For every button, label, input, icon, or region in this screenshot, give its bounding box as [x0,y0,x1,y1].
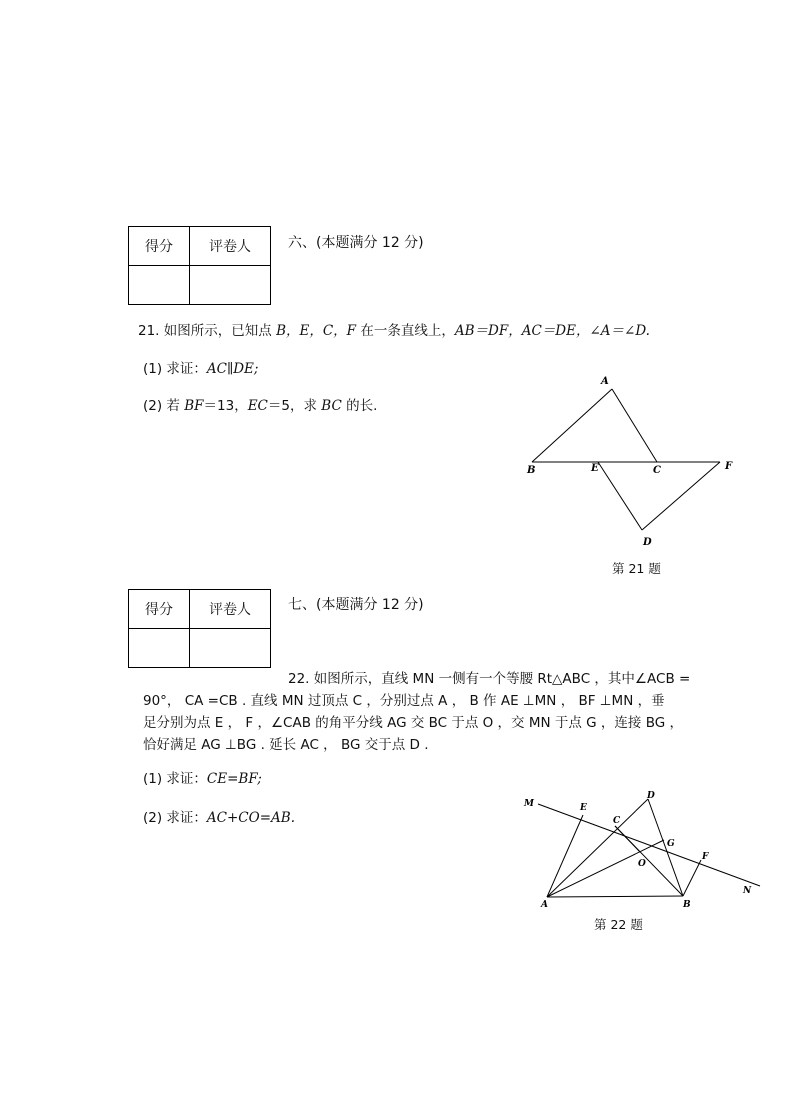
score-cell[interactable] [129,629,190,668]
section7-title: 七、(本题满分 12 分) [288,597,424,613]
q21-part2-text-a: (2) 若 [143,398,185,414]
q22-part2-label: (2) 求证： [143,810,207,826]
q22-stem-line4: 恰好满足 AG ⊥BG . 延长 AC ， BG 交于点 D . [143,737,429,753]
segment-co [615,826,640,852]
figure22-caption: 第 22 题 [594,917,643,932]
segment-ae [547,815,583,897]
q22-part2 [143,806,295,826]
score-table-section7 [128,589,271,668]
label-b: B [527,465,536,476]
grader-header: 评卷人 [190,227,271,266]
q22-part1-label: (1) 求证： [143,771,207,787]
q21-part2-ec: EC [247,398,268,414]
q22-stem-line3: 足分别为点 E ， F ，∠CAB 的角平分线 AG 交 BC 于点 O ，交 MN 于点 G ，连接 BG ， [143,715,683,731]
q21-part2-text-g: 的长. [341,398,378,414]
q21-stem-conditions: AB＝DF，AC＝DE，∠A＝∠D. [454,323,650,339]
label-e: E [591,463,599,474]
q21-stem-points: B，E，C，F [276,323,357,339]
segment-ag [547,840,664,897]
q21-part2-text-c: ＝13， [203,398,248,414]
segment-bf [683,860,701,896]
segment-ab-22 [547,896,683,897]
figure21-caption: 第 21 题 [612,561,661,576]
label-a: A [601,376,609,387]
label-d-22: D [647,791,655,801]
segment-ad [547,799,648,897]
segment-ac [612,389,657,462]
section6-title: 六、(本题满分 12 分) [288,235,424,251]
q22-stem [143,668,731,756]
label-c: C [653,465,661,476]
label-a-22: A [541,900,548,910]
q22-part2-expr: AC+CO=AB. [206,810,295,826]
grader-header: 评卷人 [190,590,271,629]
label-b-22: B [683,900,691,910]
label-n: N [743,886,752,896]
q21-stem-a: 21. 如图所示，已知点 [138,323,277,339]
score-header: 得分 [129,590,190,629]
segment-ab [532,389,612,462]
q21-part1-label: (1) 求证： [143,361,207,377]
q21-stem-b: 在一条直线上， [356,323,455,339]
grader-cell[interactable] [190,629,271,668]
label-m: M [524,799,534,809]
q21-part1-expr: AC∥DE; [206,361,259,377]
q22-part1-expr: CE=BF; [206,771,262,787]
q22-stem-line1: 22. 如图所示，直线 MN 一侧有一个等腰 Rt△ABC ，其中∠ACB = [288,671,691,687]
segment-bd [648,799,683,896]
q21-part2-bc: BC [321,398,342,414]
q21-part2-bf: BF [184,398,204,414]
q22-stem-line2: 90°， CA =CB . 直线 MN 过顶点 C ，分别过点 A ， B 作 AE ⊥MN ， BF ⊥MN ，垂 [143,693,665,709]
label-g: G [667,839,675,849]
q22-part1 [143,767,262,787]
label-f-22: F [702,852,709,862]
q21-part2-text-e: ＝5，求 [267,398,322,414]
label-d: D [643,537,652,548]
label-f: F [725,461,733,472]
label-o: O [638,859,646,869]
label-e-22: E [580,803,587,813]
label-c-22: C [613,816,621,826]
segment-ed [598,462,642,530]
score-header: 得分 [129,227,190,266]
